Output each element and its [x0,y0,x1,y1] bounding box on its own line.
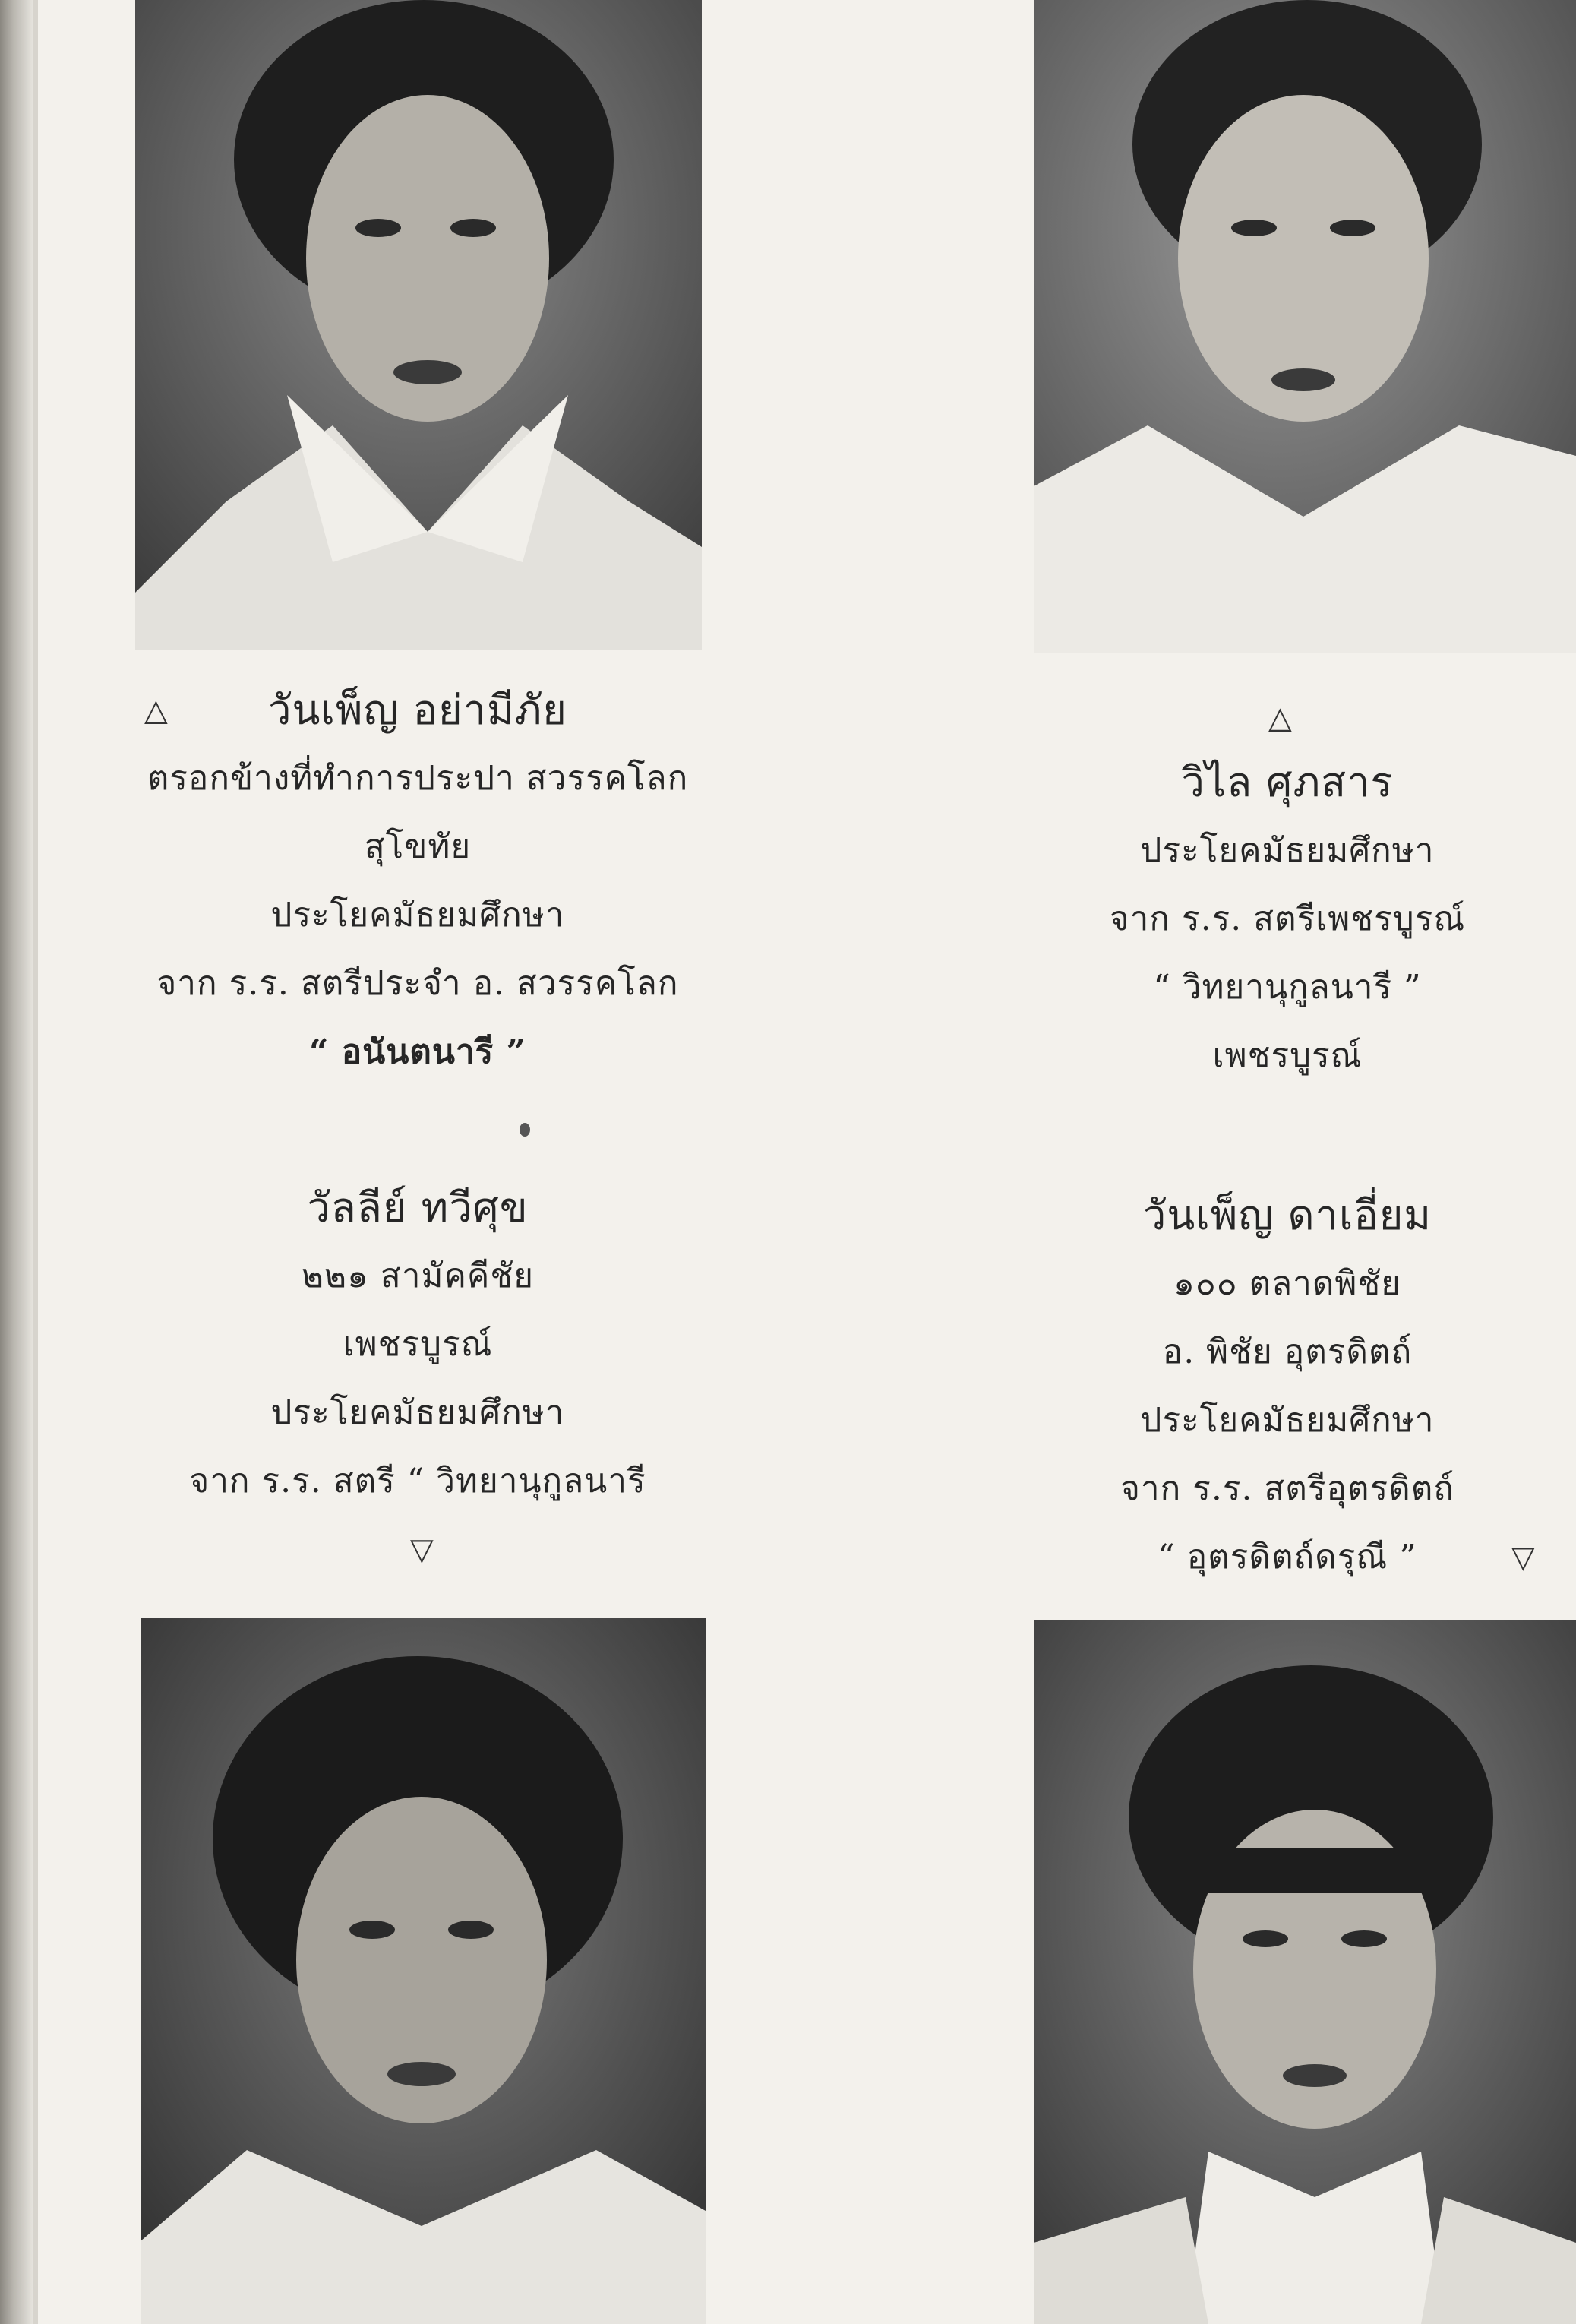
entry-line: จาก ร.ร. สตรีอุตรดิตถ์ [1120,1469,1454,1508]
entry-line: “ อุตรดิตถ์ดรุณี ” [1158,1538,1417,1576]
entry-line: ประโยคมัธยมศึกษา [1140,1401,1435,1440]
book-binding-shadow [0,0,33,2324]
entry-line: “ วิทยานุกูลนารี ” [1153,968,1422,1007]
entry-name: วันเพ็ญ ดาเอี่ยม [1143,1191,1432,1239]
caption-entry-1 [91,676,744,1086]
entry-line: ๑๐๐ ตลาดพิชัย [1173,1264,1402,1303]
entry-line: เพชรบูรณ์ [1212,1036,1363,1075]
entry-name: วิไล ศุภสาร [1181,758,1394,806]
entry-line: เพชรบูรณ์ [343,1325,493,1364]
entry-line: จาก ร.ร. สตรีเพชรบูรณ์ [1109,900,1466,938]
up-triangle-marker-left: △ [144,693,168,728]
entry-name: วันเพ็ญ อย่ามีภัย [268,686,567,734]
up-triangle-marker-right: △ [1268,700,1292,735]
down-triangle-marker-right: ▽ [1511,1540,1535,1575]
entry-line: ๒๒๑ สามัคคีชัย [301,1257,534,1295]
entry-line: ตรอกข้างที่ทำการประปา สวรรคโลก [147,759,689,798]
entry-line: ประโยคมัธยมศึกษา [270,1393,565,1432]
entry-line: ประโยคมัธยมศึกษา [270,896,565,934]
entry-line: สุโขทัย [364,827,472,866]
entry-line: จาก ร.ร. สตรีประจำ อ. สวรรคโลก [156,964,679,1003]
entry-name: วัลลีย์ ทวีศุข [307,1184,529,1232]
page-edge [33,0,38,2324]
caption-entry-4 [965,1181,1576,1592]
caption-entry-3 [91,1174,744,1516]
separator-dot [520,1123,530,1137]
entry-line: อ. พิชัย อุตรดิตถ์ [1162,1333,1413,1371]
portrait-photo-top-left [135,0,702,650]
portrait-photo-top-right [1034,0,1576,653]
portrait-photo-bottom-right [1034,1620,1576,2324]
caption-entry-2 [965,748,1576,1090]
entry-line: ประโยคมัธยมศึกษา [1140,831,1435,870]
down-triangle-marker-left: ▽ [410,1532,434,1567]
entry-line: “ อนันตนารี ” [309,1032,526,1071]
portrait-photo-bottom-left [141,1618,706,2324]
entry-line: จาก ร.ร. สตรี “ วิทยานุกูลนารี [189,1462,646,1500]
